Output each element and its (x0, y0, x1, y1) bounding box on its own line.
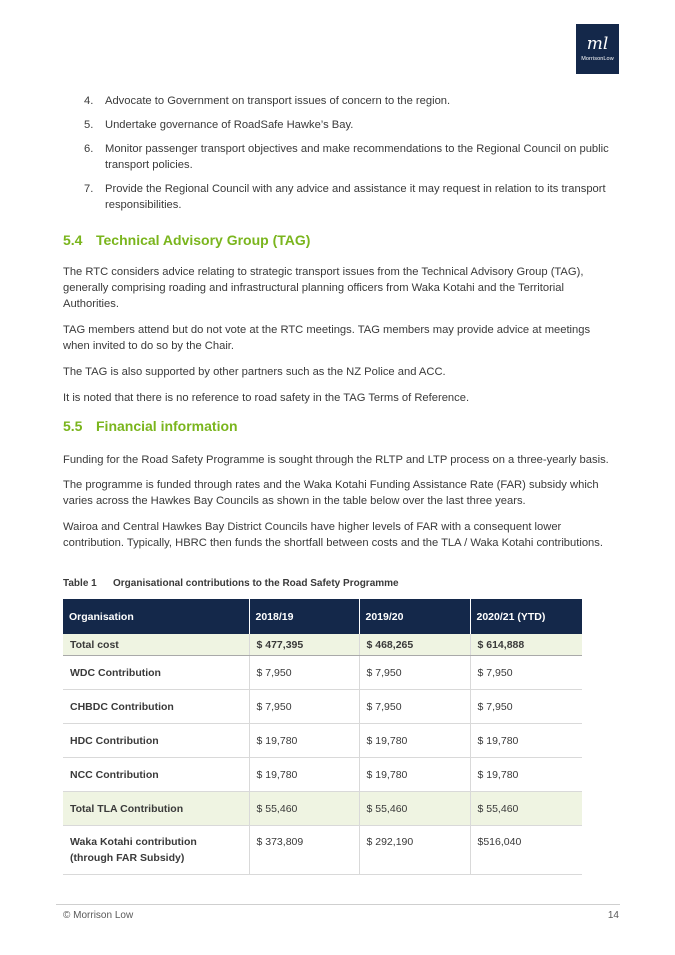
numbered-list (84, 93, 624, 221)
table-cell: $ 614,888 (470, 634, 582, 656)
table-cell: Waka Kotahi contribution (through FAR Subsidy) (63, 826, 249, 875)
list-item-text: Monitor passenger transport objectives and make recommendations to the Regional Council on public transport policies. (105, 143, 609, 171)
paragraph: TAG members attend but do not vote at the RTC meetings. TAG members may provide advice at meetings when invited to do so by the Chair. (63, 324, 591, 352)
table-row (63, 656, 582, 690)
list-item (84, 93, 624, 109)
column-header: 2019/20 (359, 599, 470, 634)
table-cell: $ 7,950 (249, 656, 359, 690)
table-row (63, 792, 582, 826)
page-number: 14 (607, 910, 619, 921)
table-caption (63, 576, 399, 592)
table-cell: $ 7,950 (359, 656, 470, 690)
morrison-low-logo (576, 24, 619, 74)
list-item-number: 4. (84, 95, 94, 107)
section-number: 5.5 (63, 418, 83, 434)
table-cell: $516,040 (470, 826, 582, 875)
table-row (63, 724, 582, 758)
table-cell: HDC Contribution (63, 724, 249, 758)
table-cell: $ 7,950 (359, 690, 470, 724)
table-cell: $ 7,950 (470, 690, 582, 724)
table-cell: Total TLA Contribution (63, 792, 249, 826)
paragraph: Funding for the Road Safety Programme is sought through the RLTP and LTP process on a three-yearly basis. (63, 454, 609, 466)
table-cell: $ 55,460 (249, 792, 359, 826)
table-cell: $ 19,780 (249, 758, 359, 792)
list-item-text: Undertake governance of RoadSafe Hawke’s Bay. (105, 119, 354, 131)
list-item (84, 141, 624, 173)
paragraph: The programme is funded through rates and the Waka Kotahi Funding Assistance Rate (FAR) subsidy which varies across the Hawkes Bay Councils as shown in the table below over the last three years. (63, 479, 599, 507)
table-header-row (63, 599, 582, 634)
section-title: Technical Advisory Group (TAG) (96, 232, 311, 248)
table-cell: CHBDC Contribution (63, 690, 249, 724)
table-cell: $ 468,265 (359, 634, 470, 656)
paragraph: The RTC considers advice relating to strategic transport issues from the Technical Advisory Group (TAG), generally comprising roading and infrastructural planning officers from Waka Kotahi and the Territorial Authorities. (63, 266, 584, 310)
table-number: Table 1 (63, 578, 97, 589)
list-item-number: 6. (84, 143, 94, 155)
section-title: Financial information (96, 418, 238, 434)
footer-copyright: © Morrison Low (63, 910, 134, 921)
table-row (63, 758, 582, 792)
list-item (84, 117, 624, 133)
table-cell: $ 7,950 (470, 656, 582, 690)
table-cell: $ 19,780 (470, 758, 582, 792)
column-header: 2018/19 (249, 599, 359, 634)
column-header: Organisation (63, 599, 249, 634)
table-row (63, 634, 582, 656)
list-item-number: 7. (84, 183, 94, 195)
table-cell: Total cost (63, 634, 249, 656)
table-cell: $ 373,809 (249, 826, 359, 875)
table-cell: $ 19,780 (470, 724, 582, 758)
table-cell: $ 292,190 (359, 826, 470, 875)
logo-mark: ml (586, 34, 609, 54)
section-number: 5.4 (63, 232, 83, 248)
table-row (63, 826, 582, 875)
list-item-text: Advocate to Government on transport issues of concern to the region. (105, 95, 451, 107)
table-cell: $ 55,460 (470, 792, 582, 826)
paragraph: The TAG is also supported by other partners such as the NZ Police and ACC. (63, 366, 446, 378)
section-heading-5-5 (63, 417, 238, 435)
list-item-number: 5. (84, 119, 94, 131)
logo-brand: MorrisonLow (581, 56, 614, 62)
table-cell: $ 19,780 (359, 758, 470, 792)
table-cell: NCC Contribution (63, 758, 249, 792)
table-cell: $ 7,950 (249, 690, 359, 724)
column-header: 2020/21 (YTD) (470, 599, 582, 634)
footer-divider (56, 904, 620, 905)
paragraph: It is noted that there is no reference to road safety in the TAG Terms of Reference. (63, 392, 470, 404)
contributions-table (63, 599, 582, 875)
list-item-text: Provide the Regional Council with any advice and assistance it may request in relation to its transport responsibilities. (105, 183, 606, 211)
table-cell: $ 19,780 (249, 724, 359, 758)
list-item (84, 181, 624, 213)
table-cell: $ 55,460 (359, 792, 470, 826)
table-cell: $ 477,395 (249, 634, 359, 656)
table-cell: $ 19,780 (359, 724, 470, 758)
table-caption-text: Organisational contributions to the Road Safety Programme (113, 578, 399, 589)
paragraph: Wairoa and Central Hawkes Bay District Councils have higher levels of FAR with a consequent lower contribution. Typically, HBRC then funds the shortfall between costs and the TLA / Waka Kotahi contributions. (63, 521, 603, 549)
table-row (63, 690, 582, 724)
section-heading-5-4 (63, 231, 310, 249)
table-cell: WDC Contribution (63, 656, 249, 690)
